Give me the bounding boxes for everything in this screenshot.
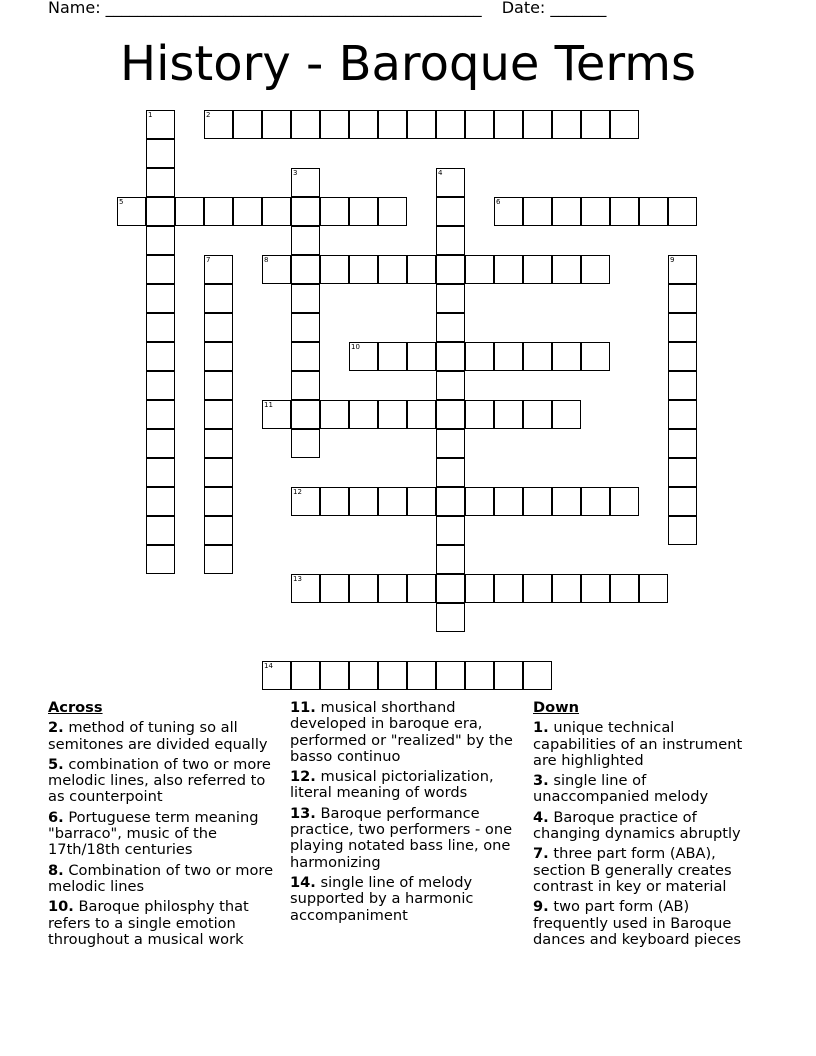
crossword-cell[interactable] <box>146 313 175 342</box>
crossword-cell[interactable] <box>523 661 552 690</box>
crossword-cell[interactable] <box>146 545 175 574</box>
clue-number: 3 <box>293 169 298 177</box>
crossword-cell[interactable] <box>581 574 610 603</box>
crossword-cell[interactable] <box>436 661 465 690</box>
crossword-cell[interactable] <box>349 574 378 603</box>
crossword-cell[interactable] <box>349 661 378 690</box>
crossword-cell[interactable] <box>436 516 465 545</box>
crossword-cell[interactable] <box>146 487 175 516</box>
crossword-cell[interactable] <box>204 516 233 545</box>
crossword-cell[interactable] <box>436 197 465 226</box>
crossword-cell[interactable] <box>436 371 465 400</box>
crossword-cell[interactable] <box>552 342 581 371</box>
clue-number: 13. <box>290 804 316 822</box>
crossword-cell[interactable] <box>523 255 552 284</box>
page-title: History - Baroque Terms <box>119 36 697 92</box>
clue-number: 11. <box>290 699 316 716</box>
crossword-cell[interactable] <box>117 197 146 226</box>
crossword-cell[interactable] <box>581 110 610 139</box>
crossword-cell[interactable] <box>668 371 697 400</box>
crossword-cell[interactable] <box>581 487 610 516</box>
crossword-cell[interactable] <box>204 371 233 400</box>
crossword-cell[interactable] <box>320 400 349 429</box>
crossword-cell[interactable] <box>146 110 175 139</box>
crossword-cell[interactable] <box>204 284 233 313</box>
clue-number: 2. <box>48 719 64 737</box>
down-clues <box>533 700 759 952</box>
crossword-cell[interactable] <box>494 487 523 516</box>
clue-text: single line of melody supported by a harmonic accompaniment <box>290 873 474 924</box>
crossword-cell[interactable] <box>204 255 233 284</box>
crossword-cell[interactable] <box>552 255 581 284</box>
crossword-cell[interactable] <box>436 429 465 458</box>
crossword-cell[interactable] <box>523 400 552 429</box>
clue-number: 2 <box>206 111 211 119</box>
crossword-cell[interactable] <box>436 110 465 139</box>
crossword-cell[interactable] <box>204 545 233 574</box>
clue-item <box>533 810 759 843</box>
crossword-cell[interactable] <box>204 400 233 429</box>
crossword-cell[interactable] <box>291 110 320 139</box>
crossword-cell[interactable] <box>552 110 581 139</box>
crossword-cell[interactable] <box>204 487 233 516</box>
crossword-cell[interactable] <box>494 661 523 690</box>
crossword-cell[interactable] <box>291 371 320 400</box>
crossword-cell[interactable] <box>407 255 436 284</box>
crossword-cell[interactable] <box>378 197 407 226</box>
crossword-cell[interactable] <box>436 168 465 197</box>
clue-item <box>48 863 274 896</box>
clue-number: 8 <box>264 256 269 264</box>
clue-number: 11 <box>264 401 273 409</box>
crossword-cell[interactable] <box>552 574 581 603</box>
crossword-cell[interactable] <box>146 168 175 197</box>
clue-text: Baroque philosphy that refers to a single emotion throughout a musical work <box>48 898 249 948</box>
crossword-cell[interactable] <box>436 342 465 371</box>
clue-text: single line of unaccompanied melody <box>533 772 709 806</box>
crossword-cell[interactable] <box>349 197 378 226</box>
crossword-cell[interactable] <box>262 661 291 690</box>
crossword-cell[interactable] <box>146 371 175 400</box>
crossword-cell[interactable] <box>146 516 175 545</box>
clue-item <box>48 720 274 753</box>
crossword-cell[interactable] <box>291 284 320 313</box>
crossword-cell[interactable] <box>436 574 465 603</box>
crossword-cell[interactable] <box>320 197 349 226</box>
crossword-cell[interactable] <box>639 574 668 603</box>
crossword-cell[interactable] <box>523 197 552 226</box>
clue-number: 4. <box>533 808 549 826</box>
crossword-cell[interactable] <box>146 458 175 487</box>
crossword-cell[interactable] <box>378 110 407 139</box>
crossword-cell[interactable] <box>494 574 523 603</box>
crossword-cell[interactable] <box>291 197 320 226</box>
crossword-cell[interactable] <box>552 487 581 516</box>
clue-text: Baroque practice of changing dynamics abruptly <box>533 808 741 843</box>
crossword-cell[interactable] <box>291 400 320 429</box>
crossword-cell[interactable] <box>465 342 494 371</box>
crossword-cell[interactable] <box>407 110 436 139</box>
clue-number: 1 <box>148 111 153 119</box>
crossword-cell[interactable] <box>581 255 610 284</box>
crossword-cell[interactable] <box>291 487 320 516</box>
crossword-cell[interactable] <box>204 458 233 487</box>
clue-text: unique technical capabilities of an instrument are highlighted <box>533 719 743 769</box>
name-field-label[interactable]: Name: _______________________________________________ <box>48 0 482 17</box>
crossword-cell[interactable] <box>320 110 349 139</box>
crossword-cell[interactable] <box>378 342 407 371</box>
crossword-cell[interactable] <box>639 197 668 226</box>
crossword-cell[interactable] <box>494 255 523 284</box>
crossword-cell[interactable] <box>146 139 175 168</box>
clue-number: 14. <box>290 873 316 891</box>
crossword-cell[interactable] <box>204 110 233 139</box>
crossword-cell[interactable] <box>146 284 175 313</box>
clue-number: 3. <box>533 772 549 790</box>
clue-number: 5 <box>119 198 124 206</box>
crossword-cell[interactable] <box>465 487 494 516</box>
crossword-cell[interactable] <box>581 342 610 371</box>
crossword-cell[interactable] <box>291 255 320 284</box>
clue-number: 6. <box>48 808 64 826</box>
crossword-cell[interactable] <box>378 400 407 429</box>
clue-item <box>48 899 274 948</box>
clue-text: two part form (AB) frequently used in Baroque dances and keyboard pieces <box>533 898 742 948</box>
crossword-cell[interactable] <box>407 574 436 603</box>
crossword-cell[interactable] <box>465 110 494 139</box>
across-heading: Across <box>48 699 103 716</box>
crossword-cell[interactable] <box>610 110 639 139</box>
crossword-cell[interactable] <box>233 197 262 226</box>
crossword-cell[interactable] <box>581 197 610 226</box>
clue-item <box>533 773 759 806</box>
crossword-cell[interactable] <box>668 487 697 516</box>
crossword-cell[interactable] <box>465 400 494 429</box>
clue-number: 13 <box>293 575 302 583</box>
clue-text: three part form (ABA), section B generally creates contrast in key or material <box>533 845 732 895</box>
clue-item <box>533 720 759 769</box>
clue-number: 4 <box>438 169 443 177</box>
clue-text: Baroque performance practice, two performers - one playing notated bass line, one harmonizing <box>290 804 513 871</box>
crossword-cell[interactable] <box>262 110 291 139</box>
crossword-cell[interactable] <box>668 400 697 429</box>
crossword-cell[interactable] <box>436 603 465 632</box>
across-clues-continued <box>290 700 516 928</box>
crossword-cell[interactable] <box>146 255 175 284</box>
clue-item <box>48 810 274 859</box>
crossword-cell[interactable] <box>465 574 494 603</box>
clue-text: Combination of two or more melodic lines <box>48 861 274 895</box>
crossword-cell[interactable] <box>523 487 552 516</box>
crossword-cell[interactable] <box>610 574 639 603</box>
crossword-cell[interactable] <box>349 400 378 429</box>
crossword-cell[interactable] <box>436 487 465 516</box>
crossword-cell[interactable] <box>436 284 465 313</box>
crossword-cell[interactable] <box>407 487 436 516</box>
crossword-cell[interactable] <box>291 574 320 603</box>
clue-text: musical pictorialization, literal meaning of words <box>290 768 494 802</box>
down-heading: Down <box>533 699 580 716</box>
crossword-cell[interactable] <box>204 197 233 226</box>
crossword-cell[interactable] <box>552 197 581 226</box>
crossword-cell[interactable] <box>291 661 320 690</box>
clue-number: 10. <box>48 898 74 916</box>
clue-number: 1. <box>533 719 549 737</box>
crossword-cell[interactable] <box>668 284 697 313</box>
clue-number: 8. <box>48 861 64 879</box>
crossword-cell[interactable] <box>349 255 378 284</box>
crossword-cell[interactable] <box>291 168 320 197</box>
clue-number: 5. <box>48 755 64 773</box>
clue-text: musical shorthand developed in baroque era, performed or "realized" by the basso continuo <box>290 699 513 765</box>
crossword-cell[interactable] <box>146 429 175 458</box>
crossword-cell[interactable] <box>175 197 204 226</box>
crossword-cell[interactable] <box>204 342 233 371</box>
clue-number: 12. <box>290 768 316 786</box>
clue-item <box>290 769 516 802</box>
crossword-cell[interactable] <box>436 458 465 487</box>
crossword-cell[interactable] <box>320 255 349 284</box>
crossword-cell[interactable] <box>146 400 175 429</box>
crossword-cell[interactable] <box>552 400 581 429</box>
clue-number: 14 <box>264 662 273 670</box>
crossword-cell[interactable] <box>668 197 697 226</box>
crossword-cell[interactable] <box>494 342 523 371</box>
clue-number: 12 <box>293 488 302 496</box>
crossword-cell[interactable] <box>291 342 320 371</box>
crossword-cell[interactable] <box>407 400 436 429</box>
crossword-cell[interactable] <box>349 110 378 139</box>
crossword-cell[interactable] <box>407 661 436 690</box>
clue-number: 7 <box>206 256 211 264</box>
crossword-cell[interactable] <box>668 342 697 371</box>
crossword-cell[interactable] <box>262 400 291 429</box>
crossword-cell[interactable] <box>291 226 320 255</box>
clue-item <box>533 846 759 895</box>
crossword-cell[interactable] <box>233 110 262 139</box>
crossword-cell[interactable] <box>262 255 291 284</box>
clue-text: method of tuning so all semitones are divided equally <box>48 719 268 753</box>
crossword-cell[interactable] <box>494 197 523 226</box>
clue-number: 10 <box>351 343 360 351</box>
crossword-cell[interactable] <box>146 342 175 371</box>
crossword-cell[interactable] <box>204 313 233 342</box>
crossword-cell[interactable] <box>436 255 465 284</box>
clue-number: 7. <box>533 845 549 863</box>
crossword-cell[interactable] <box>378 574 407 603</box>
clue-item <box>290 806 516 871</box>
crossword-cell[interactable] <box>523 342 552 371</box>
crossword-cell[interactable] <box>146 226 175 255</box>
crossword-cell[interactable] <box>378 661 407 690</box>
clue-number: 9 <box>670 256 675 264</box>
clue-text: Portuguese term meaning "barraco", music of the 17th/18th centuries <box>48 808 259 859</box>
crossword-cell[interactable] <box>436 400 465 429</box>
clue-item <box>533 899 759 948</box>
crossword-cell[interactable] <box>494 400 523 429</box>
clue-item <box>48 757 274 806</box>
crossword-cell[interactable] <box>349 487 378 516</box>
crossword-cell[interactable] <box>465 255 494 284</box>
crossword-cell[interactable] <box>378 255 407 284</box>
clue-item <box>290 875 516 924</box>
crossword-cell[interactable] <box>465 661 494 690</box>
crossword-cell[interactable] <box>523 110 552 139</box>
crossword-cell[interactable] <box>668 313 697 342</box>
crossword-cell[interactable] <box>436 545 465 574</box>
crossword-cell[interactable] <box>610 197 639 226</box>
clue-number: 9. <box>533 898 549 916</box>
crossword-cell[interactable] <box>407 342 436 371</box>
crossword-cell[interactable] <box>262 197 291 226</box>
crossword-cell[interactable] <box>610 487 639 516</box>
across-clues <box>48 700 274 952</box>
clue-text: combination of two or more melodic lines, also referred to as counterpoint <box>48 755 271 806</box>
crossword-cell[interactable] <box>668 458 697 487</box>
crossword-cell[interactable] <box>291 313 320 342</box>
crossword-cell[interactable] <box>668 516 697 545</box>
crossword-cell[interactable] <box>291 429 320 458</box>
crossword-cell[interactable] <box>668 429 697 458</box>
crossword-cell[interactable] <box>349 342 378 371</box>
crossword-cell[interactable] <box>204 429 233 458</box>
crossword-cell[interactable] <box>523 574 552 603</box>
crossword-cell[interactable] <box>320 487 349 516</box>
clue-item <box>290 700 516 765</box>
crossword-cell[interactable] <box>668 255 697 284</box>
crossword-cell[interactable] <box>378 487 407 516</box>
crossword-cell[interactable] <box>436 226 465 255</box>
clue-number: 6 <box>496 198 501 206</box>
crossword-cell[interactable] <box>494 110 523 139</box>
crossword-cell[interactable] <box>320 574 349 603</box>
crossword-cell[interactable] <box>436 313 465 342</box>
crossword-cell[interactable] <box>320 661 349 690</box>
crossword-cell[interactable] <box>146 197 175 226</box>
date-field-label[interactable]: Date: _______ <box>501 0 607 17</box>
